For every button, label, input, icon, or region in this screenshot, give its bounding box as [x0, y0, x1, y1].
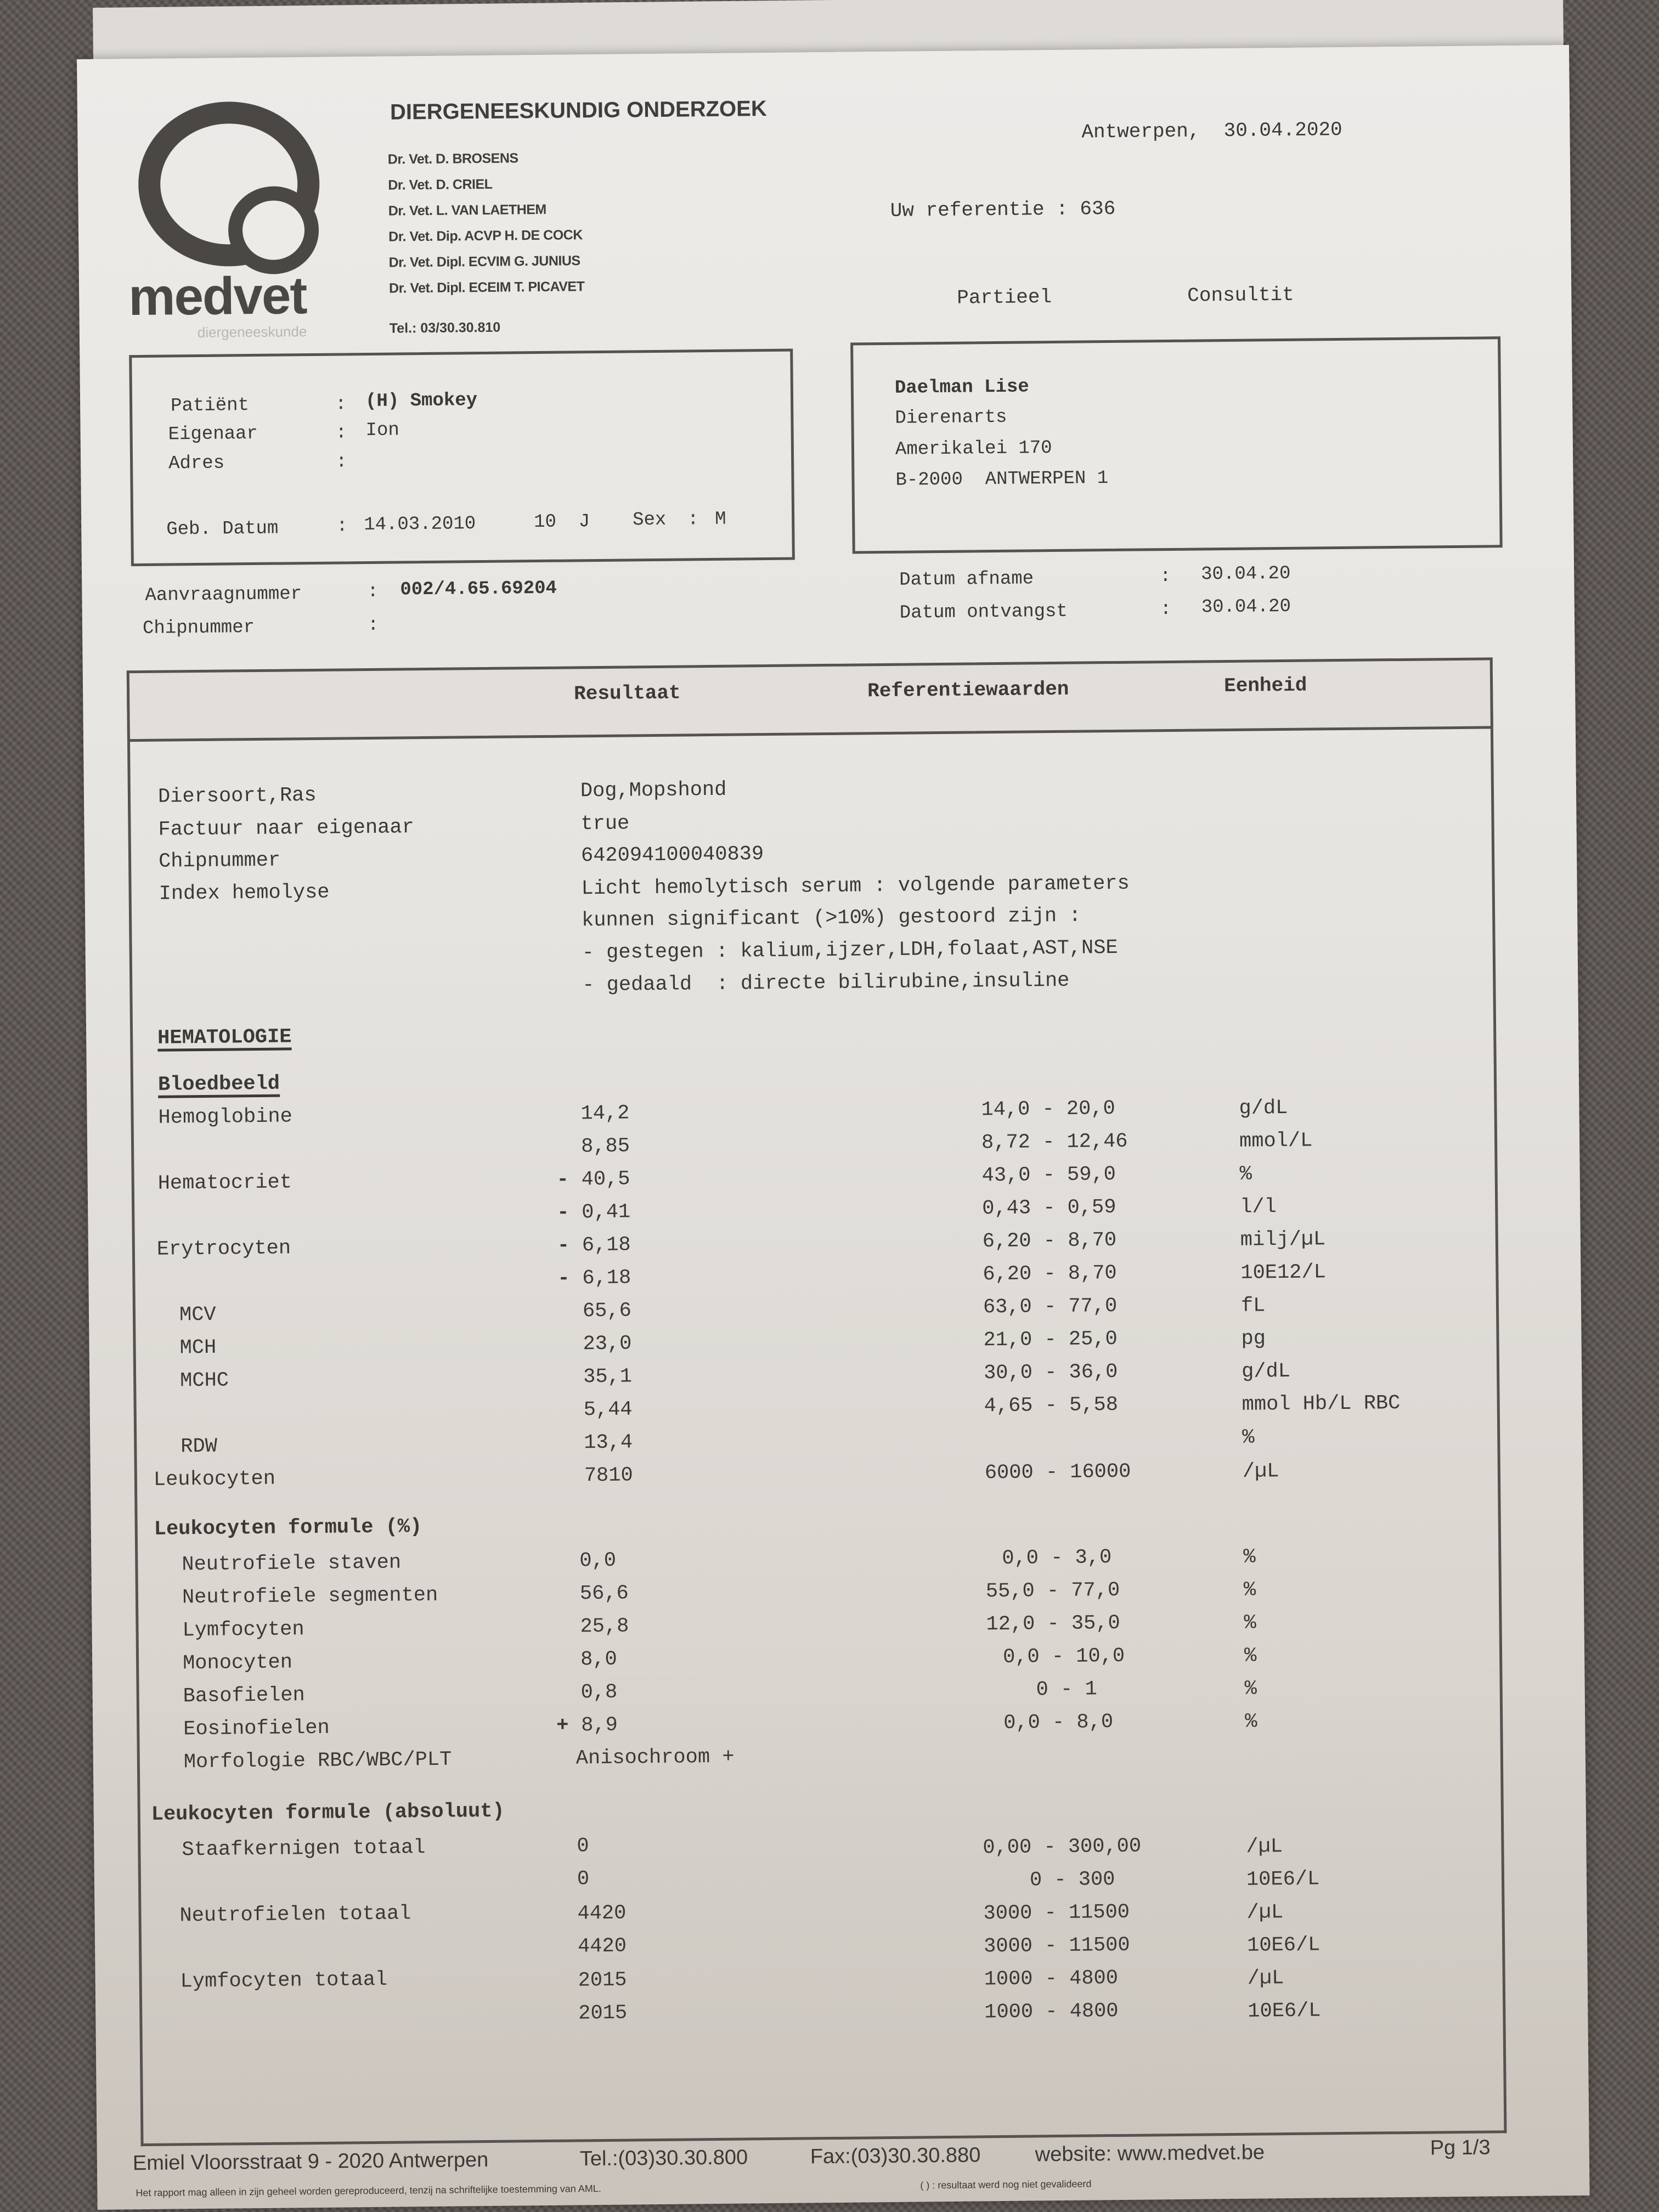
test-reference: 6000 - 16000 [984, 1460, 1131, 1485]
test-reference: 0 - 1 [1036, 1678, 1097, 1702]
test-unit: /µL [1246, 1835, 1283, 1859]
vet-street: Amerikalei 170 [895, 438, 1052, 460]
sex-value: M [714, 509, 726, 530]
info-value: Licht hemolytisch serum : volgende parameters [581, 872, 1130, 901]
test-unit: % [1239, 1163, 1252, 1186]
vet-name: Dr. Vet. Dip. ACVP H. DE COCK [388, 227, 583, 245]
reference-number: Uw referentie : 636 [890, 197, 1116, 222]
test-name: Eosinofielen [183, 1716, 330, 1741]
test-result: 6,18 [582, 1266, 631, 1290]
test-reference: 6,20 - 8,70 [983, 1261, 1117, 1286]
info-value: kunnen significant (>10%) gestoord zijn : [581, 904, 1081, 933]
vet-name: Dr. Vet. D. BROSENS [387, 150, 518, 167]
column-reference: Referentiewaarden [867, 678, 1069, 703]
info-value: - gedaald : directe bilirubine,insuline [582, 969, 1070, 997]
test-unit: % [1244, 1677, 1257, 1701]
test-unit: 10E6/L [1246, 1933, 1321, 1957]
test-result: 14,2 [580, 1102, 630, 1126]
test-unit: % [1244, 1644, 1257, 1668]
test-reference: 14,0 - 20,0 [981, 1097, 1115, 1122]
test-unit: 10E6/L [1248, 1999, 1321, 2023]
column-unit: Eenheid [1223, 674, 1307, 698]
test-result: 65,6 [582, 1299, 632, 1323]
test-unit: l/l [1240, 1195, 1277, 1219]
test-unit: milj/µL [1240, 1228, 1326, 1252]
info-value: true [580, 812, 630, 836]
test-unit: mmol Hb/L RBC [1242, 1392, 1401, 1417]
test-name: MCV [179, 1303, 216, 1327]
test-reference: 1000 - 4800 [984, 1966, 1119, 1991]
test-result: 8,0 [580, 1647, 617, 1672]
footer-fax: Fax:(03)30.30.880 [810, 2143, 981, 2169]
owner-label: Eigenaar [168, 423, 258, 445]
test-name: Neutrofielen totaal [179, 1902, 411, 1928]
patient-label: Patiënt [170, 395, 250, 417]
section-leukocyte-percent: Leukocyten formule (%) [154, 1515, 422, 1541]
test-name: Staafkernigen totaal [182, 1836, 426, 1862]
page-number: Pg 1/3 [1430, 2136, 1491, 2160]
test-reference: 43,0 - 59,0 [981, 1163, 1116, 1188]
test-reference: 0,43 - 0,59 [982, 1195, 1116, 1221]
sample-date-label: Datum afname [899, 568, 1034, 591]
test-reference: 1000 - 4800 [984, 1999, 1119, 2024]
colon: : [335, 422, 347, 444]
vet-list [388, 145, 585, 301]
colon: : [367, 581, 379, 603]
test-reference: 6,20 - 8,70 [982, 1228, 1117, 1254]
birth-date-value: 14.03.2010 [364, 514, 476, 536]
test-unit: mmol/L [1239, 1129, 1313, 1153]
test-reference: 55,0 - 77,0 [985, 1578, 1120, 1604]
test-unit: % [1243, 1545, 1256, 1569]
request-number-value: 002/4.65.69204 [400, 578, 557, 601]
test-unit: % [1244, 1611, 1256, 1635]
low-flag: - [556, 1168, 569, 1192]
colon: : [336, 516, 348, 537]
test-unit: /µL [1242, 1460, 1279, 1483]
birth-date-label: Geb. Datum [166, 518, 279, 540]
test-result: 6,18 [582, 1233, 631, 1257]
status-partial: Partieel [957, 286, 1052, 309]
test-result: 0 [577, 1835, 589, 1858]
test-result: 5,44 [583, 1398, 633, 1422]
vet-city: B-2000 ANTWERPEN 1 [895, 468, 1109, 491]
info-value: Dog,Mopshond [580, 778, 727, 803]
received-date-label: Datum ontvangst [899, 601, 1068, 624]
test-result: 0,41 [582, 1200, 631, 1224]
test-unit: pg [1241, 1327, 1266, 1351]
info-label: Diersoort,Ras [157, 783, 317, 809]
colon: : [367, 614, 379, 636]
test-result: 4420 [577, 1901, 627, 1926]
test-result: 0 [577, 1867, 590, 1891]
test-name: Basofielen [183, 1684, 305, 1708]
patient-box [129, 349, 795, 567]
test-name: Morfologie RBC/WBC/PLT [183, 1748, 452, 1774]
test-reference: 63,0 - 77,0 [983, 1294, 1118, 1319]
test-unit: g/dL [1241, 1359, 1291, 1384]
colon: : [1160, 599, 1172, 620]
test-unit: fL [1240, 1294, 1266, 1318]
footer-website: website: www.medvet.be [1035, 2141, 1265, 2166]
colon: : [687, 509, 699, 531]
test-reference: 3000 - 11500 [983, 1933, 1130, 1959]
test-name: Neutrofiele staven [182, 1551, 402, 1577]
column-result: Resultaat [574, 681, 681, 706]
test-reference: 0 - 300 [1029, 1868, 1115, 1892]
vet-name: Dr. Vet. Dipl. ECEIM T. PICAVET [388, 279, 585, 296]
vet-name: Dr. Vet. D. CRIEL [388, 176, 493, 193]
results-table-header [127, 657, 1493, 742]
footer-phone: Tel.:(03)30.30.800 [579, 2146, 748, 2171]
test-name: MCH [179, 1336, 217, 1360]
lab-report-page [77, 45, 1590, 2210]
test-result: 0,8 [580, 1680, 618, 1705]
low-flag: - [557, 1234, 570, 1257]
received-date-value: 30.04.20 [1201, 596, 1291, 618]
test-name: Hemoglobine [158, 1105, 293, 1130]
test-result: 2015 [578, 2001, 628, 2025]
test-reference: 30,0 - 36,0 [983, 1360, 1118, 1385]
test-unit: % [1243, 1578, 1256, 1602]
logo-wordmark: medvet [128, 266, 307, 327]
test-name: Lymfocyten totaal [180, 1968, 388, 1994]
age-value: 10 J [534, 511, 590, 533]
test-name: Lymfocyten [182, 1618, 304, 1643]
test-result: 35,1 [583, 1365, 633, 1389]
sample-date-value: 30.04.20 [1200, 563, 1291, 585]
report-title: DIERGENEESKUNDIG ONDERZOEK [390, 96, 767, 125]
colon: : [335, 452, 347, 473]
test-unit: % [1242, 1426, 1255, 1449]
footer-validation-note: ( ) : resultaat werd nog niet gevalideerd [920, 2178, 1092, 2191]
logo-small-ring-icon [228, 186, 319, 275]
medvet-logo [128, 100, 340, 341]
address-label: Adres [168, 453, 225, 475]
patient-name: (H) Smokey [365, 390, 478, 413]
test-name: MCHC [179, 1369, 229, 1393]
test-result: 7810 [584, 1464, 633, 1488]
info-value: - gestegen : kalium,ijzer,LDH,folaat,AST,NSE [582, 936, 1118, 965]
report-city-date: Antwerpen, 30.04.2020 [1081, 118, 1342, 144]
vet-name: Daelman Lise [894, 376, 1029, 399]
test-reference: 0,00 - 300,00 [983, 1835, 1142, 1860]
test-name: Erytrocyten [156, 1237, 291, 1261]
test-name: Monocyten [182, 1651, 293, 1675]
test-reference: 21,0 - 25,0 [983, 1327, 1118, 1352]
test-result: 0,0 [579, 1549, 617, 1573]
test-reference: 0,0 - 3,0 [1002, 1546, 1112, 1570]
info-label: Chipnummer [158, 849, 281, 873]
test-result: 23,0 [583, 1332, 632, 1356]
low-flag: - [557, 1201, 569, 1224]
test-unit: % [1245, 1710, 1257, 1734]
test-unit: /µL [1247, 1967, 1284, 1990]
section-leukocyte-absolute: Leukocyten formule (absoluut) [151, 1799, 505, 1826]
request-number-label: Aanvraagnummer [145, 584, 302, 606]
vet-role: Dierenarts [895, 407, 1007, 429]
test-reference: 3000 - 11500 [983, 1900, 1130, 1926]
info-label: Index hemolyse [159, 881, 330, 906]
test-result: 40,5 [581, 1167, 630, 1192]
test-name: RDW [180, 1435, 218, 1459]
veterinarian-box [850, 336, 1503, 554]
test-reference: 0,0 - 10,0 [1002, 1644, 1125, 1669]
vet-name: Dr. Vet. Dipl. ECVIM G. JUNIUS [388, 253, 580, 270]
chip-label: Chipnummer [142, 617, 255, 639]
colon: : [1160, 566, 1171, 588]
info-label: Factuur naar eigenaar [158, 816, 415, 842]
test-name: Hematocriet [157, 1171, 292, 1195]
sex-label: Sex [632, 509, 667, 531]
section-hematology: HEMATOLOGIE [157, 1025, 292, 1050]
test-name: Leukocyten [153, 1467, 276, 1492]
section-blood-count: Bloedbeeld [157, 1072, 280, 1097]
owner-name: Ion [365, 420, 399, 442]
info-value: 642094100040839 [580, 843, 764, 868]
header-phone: Tel.: 03/30.30.810 [389, 319, 501, 336]
test-result: 2015 [578, 1968, 627, 1993]
colon: : [335, 394, 347, 415]
vet-name: Dr. Vet. L. VAN LAETHEM [388, 201, 546, 219]
test-reference: 12,0 - 35,0 [986, 1611, 1120, 1637]
test-result: 4420 [577, 1934, 627, 1959]
test-result: 56,6 [579, 1582, 629, 1606]
test-unit: g/dL [1239, 1096, 1288, 1120]
test-reference: 8,72 - 12,46 [981, 1130, 1128, 1155]
test-name: Neutrofiele segmenten [182, 1583, 438, 1610]
test-reference: 0,0 - 8,0 [1003, 1711, 1114, 1735]
footer-address: Emiel Vloorsstraat 9 - 2020 Antwerpen [132, 2148, 489, 2175]
test-unit: /µL [1246, 1901, 1284, 1925]
test-result: 8,85 [580, 1135, 630, 1159]
test-result: Anisochroom + [575, 1745, 735, 1770]
low-flag: - [557, 1267, 570, 1290]
test-result: 13,4 [584, 1431, 633, 1455]
test-unit: 10E12/L [1240, 1261, 1327, 1285]
high-flag: + [556, 1714, 569, 1737]
test-result: 25,8 [580, 1615, 629, 1639]
test-unit: 10E6/L [1246, 1867, 1320, 1892]
test-reference: 4,65 - 5,58 [984, 1393, 1119, 1418]
logo-subtext: diergeneeskunde [197, 323, 307, 341]
footer-disclaimer: Het rapport mag alleen in zijn geheel worden gereproduceerd, tenzij na schriftelijke toestemming van AML. [136, 2183, 601, 2199]
status-consult: Consultit [1187, 283, 1294, 307]
test-result: 8,9 [581, 1713, 618, 1737]
